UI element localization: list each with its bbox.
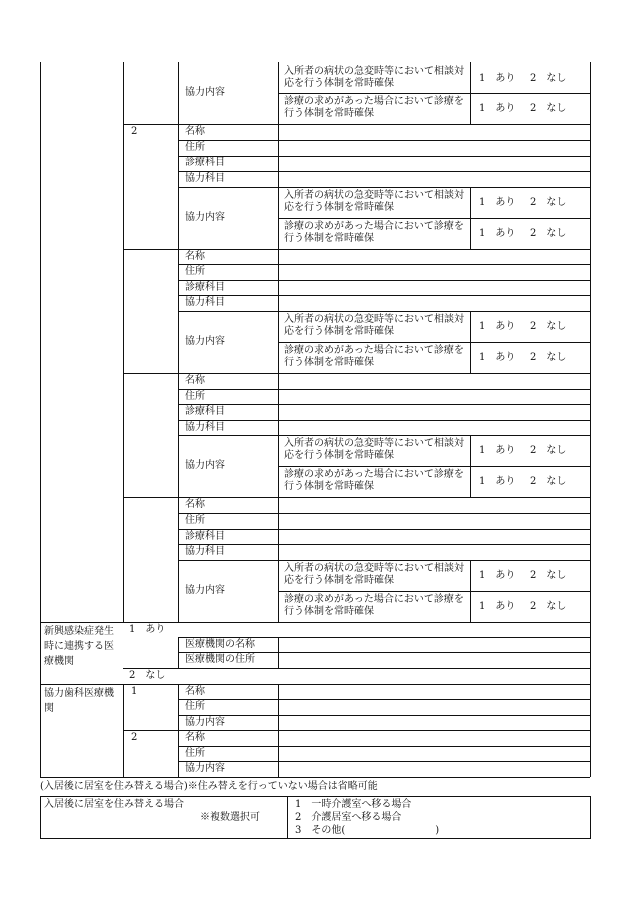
table-line bbox=[178, 62, 179, 622]
consult-choice-yes: 1 あり bbox=[479, 197, 516, 208]
name-label: 名称 bbox=[185, 375, 205, 386]
table-line bbox=[178, 637, 590, 638]
infection-title: 新興感染症発生時に連携する医療機関 bbox=[44, 626, 114, 667]
coop-content-label: 協力内容 bbox=[185, 212, 225, 223]
address-label: 住所 bbox=[185, 701, 205, 712]
name-label: 名称 bbox=[185, 686, 205, 697]
table-line bbox=[178, 544, 590, 545]
address-label: 住所 bbox=[185, 266, 205, 277]
infection-inst-address-label: 医療機関の住所 bbox=[185, 654, 255, 665]
address-label: 住所 bbox=[185, 515, 205, 526]
table-line bbox=[40, 777, 590, 778]
table-line bbox=[278, 342, 590, 343]
table-line bbox=[123, 373, 590, 374]
table-line bbox=[178, 311, 590, 312]
table-line bbox=[278, 218, 590, 219]
treat-choice-yes: 1 あり bbox=[479, 476, 516, 487]
table-line bbox=[278, 93, 590, 94]
table-line bbox=[40, 838, 590, 839]
table-line bbox=[178, 156, 590, 157]
table-line bbox=[123, 62, 124, 622]
treat-choice-yes: 1 あり bbox=[479, 103, 516, 114]
name-label: 名称 bbox=[185, 732, 205, 743]
table-line bbox=[40, 796, 41, 839]
coop-content-label: 協力内容 bbox=[185, 585, 225, 596]
table-line bbox=[178, 699, 590, 700]
table-line bbox=[40, 684, 590, 685]
table-line bbox=[178, 187, 590, 188]
consult-text: 入所者の病状の急変時等において相談対応を行う体制を常時確保 bbox=[284, 563, 464, 586]
coop-content-label: 協力内容 bbox=[185, 87, 225, 98]
name-label: 名称 bbox=[185, 251, 205, 262]
table-line bbox=[123, 668, 590, 669]
coop-content-label: 協力内容 bbox=[185, 763, 225, 774]
table-line bbox=[178, 264, 590, 265]
consult-text: 入所者の病状の急変時等において相談対応を行う体制を常時確保 bbox=[284, 314, 464, 337]
table-line bbox=[178, 280, 590, 281]
consult-text: 入所者の病状の急変時等において相談対応を行う体制を常時確保 bbox=[284, 66, 464, 89]
treat-choice-yes: 1 あり bbox=[479, 228, 516, 239]
treat-text: 診療の求めがあった場合において診療を行う体制を常時確保 bbox=[284, 469, 464, 492]
table-line bbox=[178, 529, 590, 530]
room-option-1: 1 一時介護室へ移る場合 bbox=[295, 799, 412, 810]
table-line bbox=[178, 171, 590, 172]
table-line bbox=[178, 746, 590, 747]
table-line bbox=[178, 389, 590, 390]
address-label: 住所 bbox=[185, 391, 205, 402]
coop-subject-label: 協力科目 bbox=[185, 546, 225, 557]
coop-content-label: 協力内容 bbox=[185, 460, 225, 471]
table-line bbox=[178, 295, 590, 296]
treat-text: 診療の求めがあった場合において診療を行う体制を常時確保 bbox=[284, 221, 464, 244]
dental-number-2: 2 bbox=[131, 732, 138, 743]
consult-choice-no: 2 なし bbox=[530, 445, 567, 456]
table-line bbox=[178, 435, 590, 436]
table-line bbox=[178, 652, 590, 653]
consult-choice-no: 2 なし bbox=[530, 570, 567, 581]
table-line bbox=[178, 560, 590, 561]
table-border-right bbox=[590, 62, 591, 777]
treat-choice-no: 2 なし bbox=[530, 476, 567, 487]
room-option-3: 3 その他( ) bbox=[295, 825, 440, 836]
table-line bbox=[278, 466, 590, 467]
department-label: 診療科目 bbox=[185, 282, 225, 293]
coop-content-label: 協力内容 bbox=[185, 336, 225, 347]
table-line bbox=[40, 796, 590, 797]
treat-choice-no: 2 なし bbox=[530, 352, 567, 363]
name-label: 名称 bbox=[185, 499, 205, 510]
room-option-2: 2 介護居室へ移る場合 bbox=[295, 812, 402, 823]
room-change-note: (入居後に居室を住み替える場合)※住み替えを行っていない場合は省略可能 bbox=[40, 781, 378, 792]
treat-text: 診療の求めがあった場合において診療を行う体制を常時確保 bbox=[284, 96, 464, 119]
department-label: 診療科目 bbox=[185, 157, 225, 168]
department-label: 診療科目 bbox=[185, 531, 225, 542]
coop-subject-label: 協力科目 bbox=[185, 422, 225, 433]
consult-choice-no: 2 なし bbox=[530, 321, 567, 332]
consult-choice-yes: 1 あり bbox=[479, 445, 516, 456]
consult-choice-yes: 1 あり bbox=[479, 321, 516, 332]
table-line bbox=[40, 622, 590, 623]
table-line bbox=[590, 796, 591, 839]
infection-no: 2 なし bbox=[129, 670, 166, 681]
infection-yes: 1 あり bbox=[129, 624, 166, 635]
consult-choice-no: 2 なし bbox=[530, 73, 567, 84]
consult-choice-yes: 1 あり bbox=[479, 73, 516, 84]
room-change-label: 入居後に居室を住み替える場合 bbox=[44, 799, 184, 810]
table-line bbox=[123, 249, 590, 250]
table-line bbox=[178, 140, 590, 141]
table-border-left bbox=[40, 62, 41, 777]
table-line bbox=[123, 730, 590, 731]
multi-select-note: ※複数選択可 bbox=[200, 812, 260, 823]
coop-subject-label: 協力科目 bbox=[185, 173, 225, 184]
treat-text: 診療の求めがあった場合において診療を行う体制を常時確保 bbox=[284, 594, 464, 617]
table-line bbox=[178, 761, 590, 762]
treat-choice-no: 2 なし bbox=[530, 601, 567, 612]
department-label: 診療科目 bbox=[185, 406, 225, 417]
dental-title: 協力歯科医療機関 bbox=[44, 688, 114, 714]
table-line bbox=[178, 513, 590, 514]
consult-text: 入所者の病状の急変時等において相談対応を行う体制を常時確保 bbox=[284, 438, 464, 461]
treat-choice-no: 2 なし bbox=[530, 103, 567, 114]
table-line bbox=[178, 715, 590, 716]
address-label: 住所 bbox=[185, 748, 205, 759]
table-line bbox=[287, 796, 288, 839]
treat-choice-no: 2 なし bbox=[530, 228, 567, 239]
coop-subject-label: 協力科目 bbox=[185, 297, 225, 308]
hospital-number: 2 bbox=[131, 126, 138, 137]
treat-choice-yes: 1 あり bbox=[479, 601, 516, 612]
address-label: 住所 bbox=[185, 142, 205, 153]
table-line bbox=[123, 497, 590, 498]
consult-choice-yes: 1 あり bbox=[479, 570, 516, 581]
coop-content-label: 協力内容 bbox=[185, 717, 225, 728]
consult-choice-no: 2 なし bbox=[530, 197, 567, 208]
infection-inst-name-label: 医療機関の名称 bbox=[185, 639, 255, 650]
table-line bbox=[178, 420, 590, 421]
table-line bbox=[278, 591, 590, 592]
name-label: 名称 bbox=[185, 126, 205, 137]
table-line bbox=[178, 404, 590, 405]
treat-text: 診療の求めがあった場合において診療を行う体制を常時確保 bbox=[284, 345, 464, 368]
consult-text: 入所者の病状の急変時等において相談対応を行う体制を常時確保 bbox=[284, 190, 464, 213]
treat-choice-yes: 1 あり bbox=[479, 352, 516, 363]
dental-number-1: 1 bbox=[131, 686, 138, 697]
table-line bbox=[123, 124, 590, 125]
